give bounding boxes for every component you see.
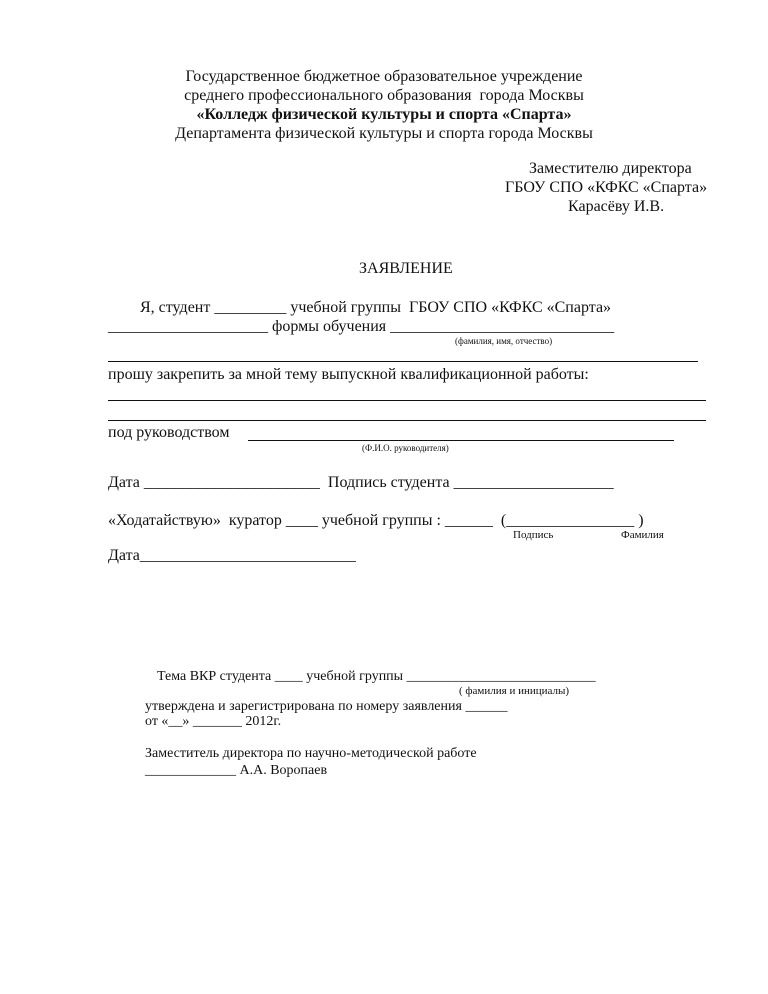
header-college-name: «Колледж физической культуры и спорта «Спарта» (196, 106, 572, 123)
petition-line: «Ходатайствую» куратор ____ учебной группы : ______ (________________ ) (108, 512, 644, 529)
header-line-4: Департамента физической культуры и спорта города Москвы (175, 125, 593, 142)
document-title: ЗАЯВЛЕНИЕ (359, 260, 453, 277)
approval-line-2: утверждена и зарегистрирована по номеру заявления ______ (145, 699, 508, 714)
approval-signature: _____________ А.А. Воропаев (145, 763, 328, 778)
caption-name: ( фамилия и инициалы) (459, 685, 570, 697)
caption-signature: Подпись (513, 529, 554, 541)
addressee-line-2: ГБОУ СПО «КФКС «Спарта» (505, 179, 708, 196)
supervisor-label: под руководством (108, 424, 230, 441)
blank-line-1 (108, 361, 698, 362)
body-line-2: ____________________ формы обучения ____________________________ (108, 318, 615, 335)
addressee-line-1: Заместителю директора (529, 160, 692, 177)
caption-fio: (фамилия, имя, отчество) (455, 336, 553, 346)
date-signature-line: Дата ______________________ Подпись студента ____________________ (108, 474, 614, 491)
date-line-2: Дата___________________________ (108, 547, 356, 564)
approval-line-1: Тема ВКР студента ____ учебной группы ___________________________ (157, 669, 596, 684)
blank-line-2 (108, 400, 706, 401)
body-line-1: Я, студент _________ учебной группы ГБОУ СПО «КФКС «Спарта» (140, 299, 612, 316)
addressee-line-3: Карасёву И.В. (568, 198, 665, 215)
blank-line-3 (108, 420, 706, 421)
caption-supervisor: (Ф.И.О. руководителя) (362, 443, 449, 453)
approval-line-4: Заместитель директора по научно-методической работе (145, 746, 477, 761)
body-line-3: прошу закрепить за мной тему выпускной квалификационной работы: (108, 366, 589, 383)
header-line-1: Государственное бюджетное образовательное учреждение (185, 68, 583, 85)
caption-surname: Фамилия (621, 529, 664, 541)
supervisor-blank (248, 440, 674, 441)
header-line-2: среднего профессионального образования города Москвы (184, 87, 584, 104)
approval-line-3: от «__» _______ 2012г. (145, 714, 282, 729)
